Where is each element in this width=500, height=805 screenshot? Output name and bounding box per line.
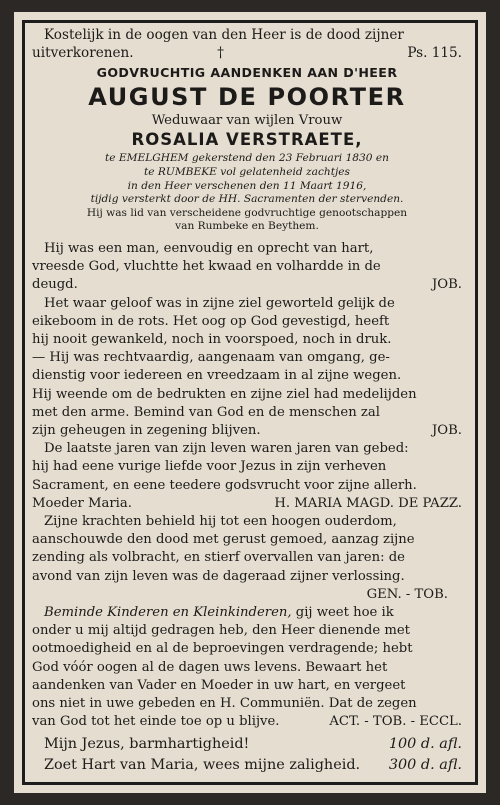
p2-line-2: eikeboom in de rots. Het oog op God gevestigd, heeft	[32, 313, 390, 329]
card-content	[32, 26, 462, 775]
p2-line-3: hij nooit gewankeld, noch in voorspoed, noch in druk.	[32, 331, 392, 347]
deceased-name: AUGUST DE POORTER	[88, 83, 406, 112]
p3-line-3: Sacrament, en eene teedere godsvrucht voor zijne allerh.	[32, 477, 417, 493]
p2-reference: JOB.	[432, 423, 462, 438]
prayer-1	[32, 733, 462, 755]
p2-line-4: — Hij was rechtvaardig, aangenaam van omgang, ge-	[32, 350, 390, 366]
p1-line-2: vreesde God, vluchtte het kwaad en volhardde in de	[32, 259, 381, 275]
spouse-name: ROSALIA VERSTRAETE,	[131, 130, 363, 150]
membership-line-1: Hij was lid van verscheidene godvruchtige genootschappen	[86, 206, 408, 219]
p1-reference: JOB.	[432, 277, 462, 293]
cross-symbol: †	[217, 45, 224, 62]
p5-line-5: aandenken van Vader en Moeder in uw hart, en vergeet	[32, 677, 406, 693]
biography-line-2: te RUMBEKE vol gelatenheid zachtjes	[144, 166, 350, 178]
p3-reference: H. MARIA MAGD. DE PAZZ.	[274, 495, 462, 511]
p4-line-3: zending als volbracht, en stierf overvallen van jaren: de	[32, 550, 405, 566]
prayer-1-indulgence: 100 d. afl.	[388, 736, 462, 753]
p2-line-5: dienstig voor iedereen en vreedzaam in al zijne wegen.	[32, 368, 402, 384]
p5-first-rest: gij weet hoe ik	[291, 605, 394, 621]
prayer-2-text: Zoet Hart van Maria, wees mijne zaligheid.	[44, 757, 361, 774]
p5-line-6: ons niet in uwe gebeden en H. Communiën. Dat de zegen	[32, 696, 417, 712]
p5-line-3: ootmoedigheid en al de beproevingen verdragende; hebt	[32, 641, 413, 657]
p4-line-1: Zijne krachten behield hij tot een hoogen ouderdom,	[44, 514, 397, 530]
p3-line-1: De laatste jaren van zijn leven waren jaren van gebed:	[44, 441, 409, 457]
relation-line: Weduwaar van wijlen Vrouw	[151, 113, 343, 129]
p5-line-4: God vóór oogen al de dagen uws levens. Bewaart het	[32, 659, 388, 675]
biography-line-1: te EMELGHEM gekerstend den 23 Februari 1830 en	[105, 152, 389, 165]
p1-line-1: Hij was een man, eenvoudig en oprecht van hart,	[44, 240, 374, 256]
p2-line-7: met den arme. Bemind van God en de menschen zal	[32, 404, 380, 420]
header-intro: GODVRUCHTIG AANDENKEN AAN D'HEER	[96, 65, 398, 81]
p4-line-4: avond van zijn leven was de dageraad zijner verlossing.	[32, 568, 405, 584]
p2-last-text: zijn geheugen in zegening blijven.	[32, 423, 261, 438]
p2-last-line	[32, 422, 462, 440]
p3-last-text: Moeder Maria.	[32, 495, 132, 511]
epigraph-line-2	[32, 44, 462, 62]
membership-line-2: van Rumbeke en Beythem.	[175, 220, 319, 233]
p1-last-line	[32, 276, 462, 294]
p5-reference: ACT. - TOB. - ECCL.	[329, 714, 462, 730]
epigraph-text: uitverkorenen.	[32, 45, 134, 62]
p5-line-1	[32, 604, 462, 622]
p3-line-2: hij had eene vurige liefde voor Jezus in zijn verheven	[32, 459, 387, 475]
p4-line-2: aanschouwde den dood met gerust gemoed, aanzag zijne	[32, 532, 415, 548]
p3-last-line	[32, 495, 462, 513]
p5-address: Beminde Kinderen en Kleinkinderen,	[44, 605, 292, 621]
p2-line-1: Het waar geloof was in zijne ziel geworteld gelijk de	[44, 295, 395, 311]
p4-reference: GEN. - TOB.	[366, 586, 448, 602]
biography-line-3: in den Heer verschenen den 11 Maart 1916,	[127, 179, 367, 192]
p2-line-6: Hij weende om de bedrukten en zijne ziel had medelijden	[32, 386, 417, 402]
p1-last-text: deugd.	[32, 277, 78, 293]
prayer-2	[32, 755, 462, 775]
p5-last-text: van God tot het einde toe op u blijve.	[32, 714, 280, 730]
memorial-card	[14, 12, 486, 793]
p5-line-2: onder u mij altijd gedragen heb, den Heer dienende met	[32, 623, 410, 639]
epigraph-reference: Ps. 115.	[407, 45, 462, 62]
epigraph-line-1: Kostelijk in de oogen van den Heer is de dood zijner	[44, 27, 404, 43]
biography-line-4: tijdig versterkt door de HH. Sacramenten der stervenden.	[90, 193, 404, 206]
p5-last-line	[32, 713, 462, 731]
prayer-1-text: Mijn Jezus, barmhartigheid!	[44, 736, 250, 753]
prayer-2-indulgence: 300 d. afl.	[388, 757, 462, 774]
